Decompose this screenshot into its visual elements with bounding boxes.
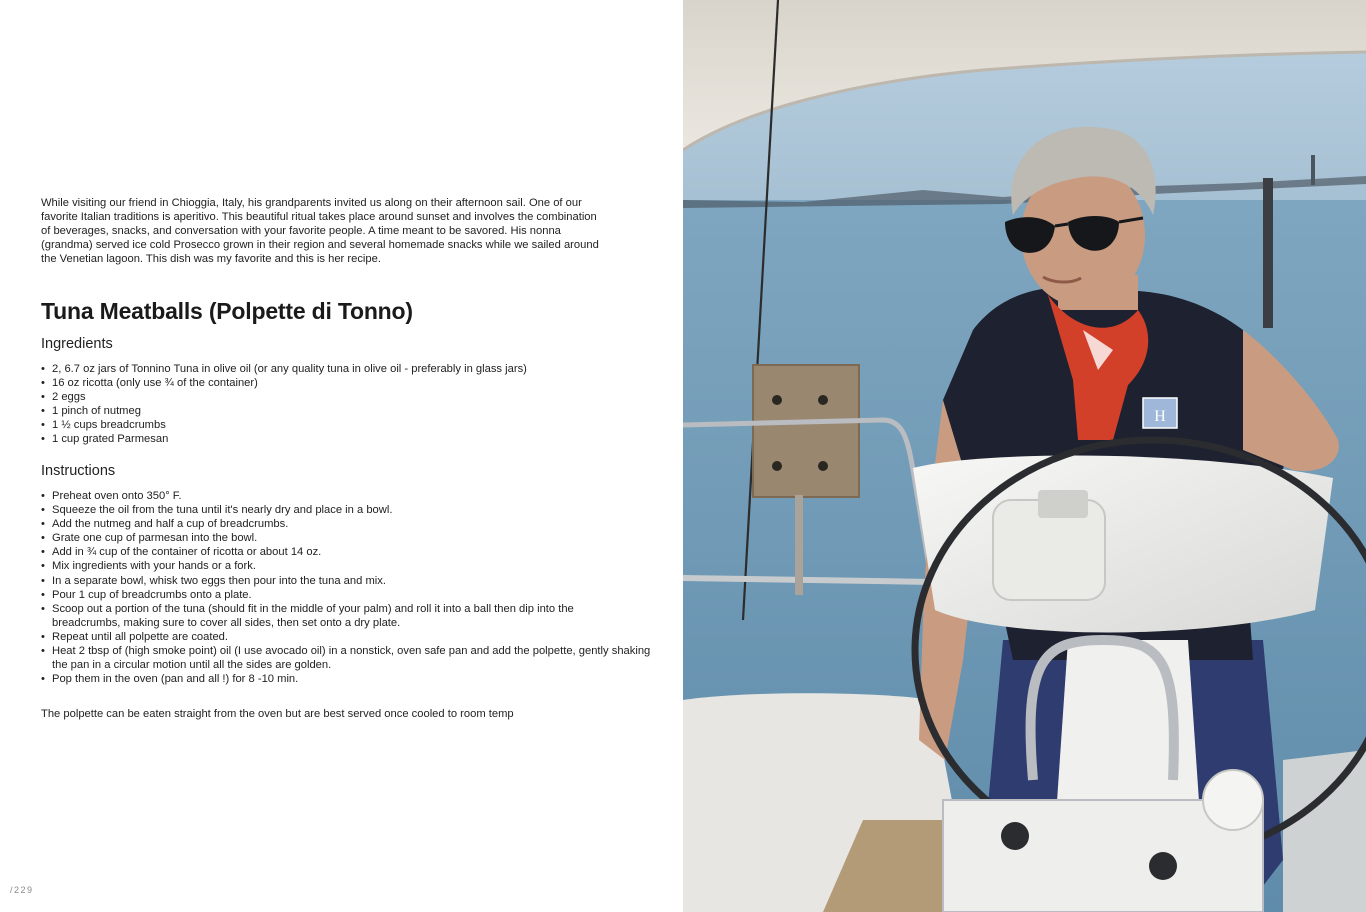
- recipe-title: Tuna Meatballs (Polpette di Tonno): [41, 298, 413, 324]
- instruction-step: • Repeat until all polpette are coated.: [41, 630, 661, 644]
- page-number: /229: [10, 885, 34, 895]
- ingredient-item: • 2 eggs: [41, 390, 661, 404]
- instruction-step: • In a separate bowl, whisk two eggs then pour into the tuna and mix.: [41, 574, 661, 588]
- closing-note: The polpette can be eaten straight from the oven but are best served once cooled to room temp: [41, 708, 514, 720]
- ingredients-list: [41, 362, 661, 447]
- mooring-post: [1263, 178, 1273, 328]
- intro-paragraph: While visiting our friend in Chioggia, Italy, his grandparents invited us along on their afternoon sail. One of our favorite Italian traditions is aperitivo. This beautiful ritual takes place around sunset and involves the combination of beverages, snacks, and conversation with your favorite people. A time meant to be savored. His nonna (grandma) served ice cold Prosecco grown in their region and several homemade snacks while we sailed around the Venetian lagoon. This dish was my favorite and this is her recipe.: [41, 197, 599, 266]
- instruction-step: • Add in ¾ cup of the container of ricotta or about 14 oz.: [41, 545, 661, 559]
- instructions-list: [41, 489, 661, 686]
- photo-page: [683, 0, 1366, 912]
- badge-letter: H: [1154, 408, 1166, 425]
- helm-console: [913, 456, 1333, 633]
- sailing-photo: [683, 0, 1366, 912]
- wooden-cleat-board: [753, 365, 859, 497]
- instruction-step: • Mix ingredients with your hands or a fork.: [41, 559, 661, 573]
- instruction-step: • Scoop out a portion of the tuna (should fit in the middle of your palm) and roll it into a ball then dip into the breadcrumbs, making sure to cover all sides, then set onto a dry plate.: [41, 602, 597, 630]
- instruction-step: • Heat 2 tbsp of (high smoke point) oil (I use avocado oil) in a nonstick, oven safe pan and add the polpette, gently shaking the pan in a circular motion until all the sides are golden.: [41, 644, 661, 672]
- distant-pole: [1311, 155, 1315, 185]
- ingredient-item: • 16 oz ricotta (only use ¾ of the container): [41, 376, 661, 390]
- instruction-step: • Grate one cup of parmesan into the bowl.: [41, 531, 661, 545]
- instruction-step: • Pour 1 cup of breadcrumbs onto a plate.: [41, 588, 661, 602]
- ingredient-item: • 1 ½ cups breadcrumbs: [41, 418, 661, 432]
- instruction-step: • Squeeze the oil from the tuna until it's nearly dry and place in a bowl.: [41, 503, 661, 517]
- ingredient-item: • 2, 6.7 oz jars of Tonnino Tuna in olive oil (or any quality tuna in olive oil - preferably in glass jars): [41, 362, 661, 376]
- instruction-step: • Pop them in the oven (pan and all !) for 8 -10 min.: [41, 672, 661, 686]
- instructions-heading: Instructions: [41, 463, 116, 479]
- instruction-step: • Preheat oven onto 350° F.: [41, 489, 661, 503]
- ingredient-item: • 1 cup grated Parmesan: [41, 432, 661, 446]
- ingredient-item: • 1 pinch of nutmeg: [41, 404, 661, 418]
- instruction-step: • Add the nutmeg and half a cup of breadcrumbs.: [41, 517, 661, 531]
- ingredients-heading: Ingredients: [41, 336, 113, 352]
